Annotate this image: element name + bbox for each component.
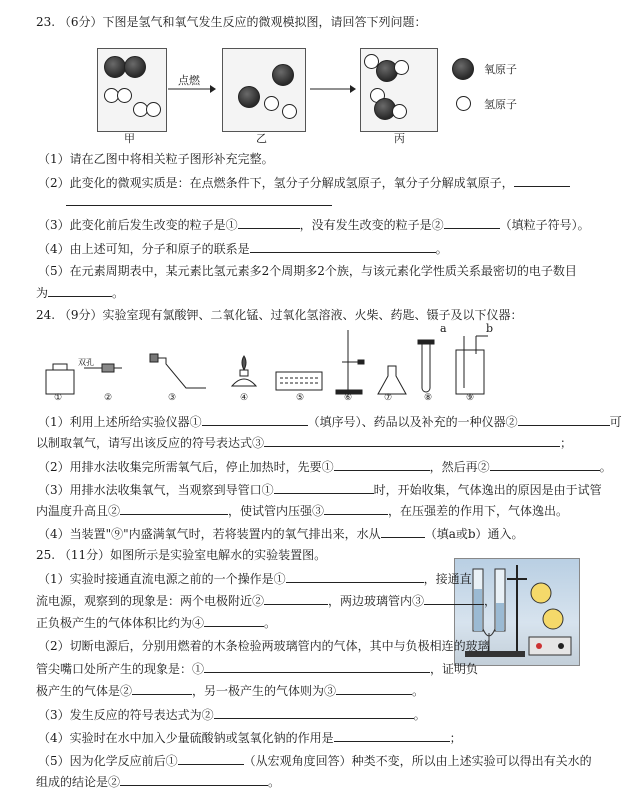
q23-item-5-cont: 为 。 (36, 286, 125, 300)
port-b-label: b (486, 322, 494, 335)
q23-item-1: （1）请在乙图中将相关粒子图形补充完整。 (38, 152, 274, 166)
conical-flask-icon (378, 366, 406, 394)
box-label-jia: 甲 (124, 132, 135, 145)
q23-item-4: （4）由上述可知，分子和原子的联系是 。 (38, 242, 448, 256)
water-trough-icon (276, 372, 322, 390)
legend-hydrogen-label: 氢原子 (484, 98, 517, 111)
apparatus-label-7: ⑦ (384, 393, 393, 403)
box-label-bing: 丙 (394, 132, 405, 145)
apparatus-label-2: ② (104, 393, 113, 403)
apparatus-label-8: ⑧ (424, 393, 433, 403)
apparatus-label-1: ① (54, 393, 63, 403)
q24-title: 24. （9分）实验室现有氯酸钾、二氧化锰、过氧化氢溶液、火柴、药匙、镊子及以下仪器： (36, 308, 523, 322)
hydrogen-atom (117, 88, 132, 103)
stopper-label: 双孔 (78, 358, 94, 367)
legend-oxygen-label: 氧原子 (484, 63, 517, 76)
oxygen-atom (272, 64, 294, 86)
alcohol-lamp-icon (232, 379, 256, 386)
legend-oxygen-icon (452, 58, 474, 80)
q25-item-2: （2）切断电源后，分别用燃着的木条检验两玻璃管内的气体，其中与负极相连的玻璃 (38, 639, 490, 653)
hydrogen-atom (282, 104, 297, 119)
q25-item-1-cont2: 正负极产生的气体体积比约为④ 。 (36, 616, 277, 630)
oxygen-atom (238, 86, 260, 108)
q25-item-1-cont: 流电源，观察到的现象是：两个电极附近② ，两边玻璃管内③ ， (36, 594, 497, 608)
stopper-icon (102, 364, 114, 372)
delivery-tube-icon (156, 358, 206, 388)
q24-item-2: （2）用排水法收集完所需氧气后，停止加热时，先要① ，然后再② 。 (38, 460, 612, 474)
hydrogen-atom (394, 60, 409, 75)
apparatus-label-4: ④ (240, 393, 249, 403)
hydrogen-atom (264, 96, 279, 111)
q24-item-3: （3）用排水法收集氧气，当观察到导管口① 时，开始收集，气体逸出的原因是由于试管 (38, 483, 602, 497)
legend-hydrogen-icon (456, 96, 471, 111)
q25-title: 25. （11分）如图所示是实验室电解水的实验装置图。 (36, 548, 327, 562)
q25-item-2-cont2: 极产生的气体是② ，另一极产生的气体则为③ 。 (36, 684, 425, 698)
q25-item-3: （3）发生反应的符号表达式为② 。 (38, 708, 426, 722)
q25-item-1: （1）实验时接通直流电源之前的一个操作是① ，接通直 (38, 572, 472, 586)
hydrogen-atom (146, 102, 161, 117)
q25-item-2-cont: 管尖嘴口处所产生的现象是：① ，证明负 (36, 662, 479, 676)
gas-bottle-icon (46, 370, 74, 394)
lab-apparatus-figure (36, 322, 506, 404)
q24-item-4: （4）当装置"⑨"内盛满氧气时，若将装置内的氧气排出来，水从 （填a或b）通入。 (38, 527, 524, 541)
gas-washing-bottle-icon (456, 350, 484, 394)
reaction-arrow-icon (168, 84, 216, 94)
q23-item-5: （5）在元素周期表中，某元素比氢元素多2个周期多2个族，与该元素化学性质关系最密切的电子数目 (38, 264, 577, 278)
hydrogen-atom (392, 104, 407, 119)
q24-item-1-cont: 以制取氧气，请写出该反应的符号表达式③ ； (36, 436, 573, 450)
q23-item-2: （2）此变化的微观实质是：在点燃条件下，氢分子分解成氢原子，氧分子分解成氧原子， (38, 174, 570, 191)
q24-item-1: （1）利用上述所给实验仪器① （填序号）、药品以及补充的一种仪器② 可 (38, 415, 622, 429)
q23-item-2-cont (66, 193, 332, 210)
test-tube-icon (422, 340, 430, 392)
box-yi (222, 48, 306, 132)
oxygen-atom (124, 56, 146, 78)
apparatus-label-3: ③ (168, 393, 177, 403)
q25-item-5: （5）因为化学反应前后① （从宏观角度回答）种类不变，所以由上述实验可以得出有关水的 (38, 754, 592, 768)
apparatus-label-9: ⑨ (466, 393, 475, 403)
oxygen-atom (104, 56, 126, 78)
reaction-arrow-icon (310, 84, 356, 94)
q25-item-4: （4）实验时在水中加入少量硫酸钠或氢氧化钠的作用是 ； (38, 731, 462, 745)
q23-title: 23. （6分）下图是氢气和氧气发生反应的微观模拟图，请回答下列问题： (36, 15, 427, 29)
apparatus-label-5: ⑤ (296, 393, 305, 403)
q25-item-5-cont: 组成的结论是② 。 (36, 775, 281, 789)
q24-item-3-cont: 内温度升高且② ，使试管内压强③ ，在压强差的作用下，气体逸出。 (36, 504, 569, 518)
port-a-label: a (440, 322, 447, 335)
box-label-yi: 乙 (256, 132, 267, 145)
arrow-label-ignite: 点燃 (178, 74, 200, 87)
q23-item-3: （3）此变化前后发生改变的粒子是① ，没有发生改变的粒子是② （填粒子符号）。 (38, 218, 590, 232)
apparatus-label-6: ⑥ (344, 393, 353, 403)
